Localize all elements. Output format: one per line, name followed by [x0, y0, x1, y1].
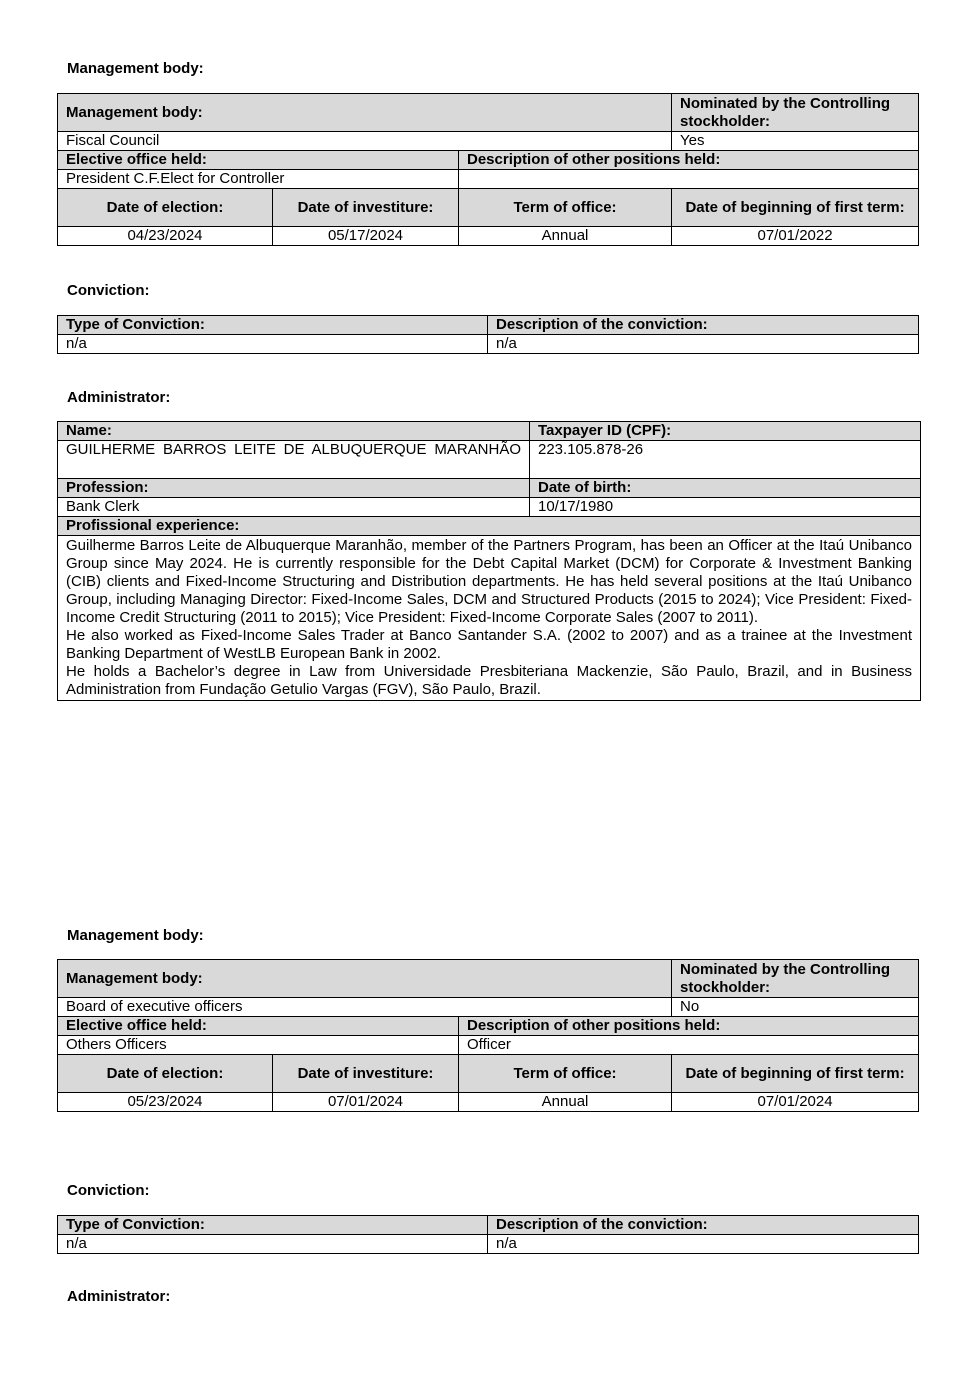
- management-body-value: Fiscal Council: [58, 132, 672, 151]
- conviction-type-value: n/a: [58, 1235, 488, 1254]
- other-positions-value: [459, 170, 919, 189]
- conviction-table: [57, 315, 919, 354]
- first-term-value: 07/01/2022: [672, 227, 919, 246]
- elective-office-label: Elective office held:: [58, 1017, 459, 1036]
- nominated-label: Nominated by the Controlling stockholder:: [672, 960, 919, 998]
- management-body-heading-2: Management body:: [67, 927, 204, 944]
- nominated-value: No: [672, 998, 919, 1017]
- experience-text: [58, 536, 921, 701]
- management-body-label: Management body:: [58, 94, 672, 132]
- cpf-value: 223.105.878-26: [530, 441, 921, 479]
- conviction-desc-label: Description of the conviction:: [488, 316, 919, 335]
- date-investiture-label: Date of investiture:: [273, 1055, 459, 1093]
- management-body-label: Management body:: [58, 960, 672, 998]
- elective-office-label: Elective office held:: [58, 151, 459, 170]
- conviction-desc-value: n/a: [488, 1235, 919, 1254]
- profession-value: Bank Clerk: [58, 498, 530, 517]
- dob-value: 10/17/1980: [530, 498, 921, 517]
- dob-label: Date of birth:: [530, 479, 921, 498]
- first-term-label: Date of beginning of first term:: [672, 189, 919, 227]
- elective-office-value: President C.F.Elect for Controller: [58, 170, 459, 189]
- date-investiture-label: Date of investiture:: [273, 189, 459, 227]
- term-office-value: Annual: [459, 227, 672, 246]
- management-body-heading: Management body:: [67, 60, 204, 77]
- experience-paragraph: Guilherme Barros Leite de Albuquerque Maranhão, member of the Partners Program, has been an Officer at the Itaú Unibanco Group since May 2024. He is currently responsible for the Debt Capital Market (DCM) for Corporate & Investment Banking (CIB) clients and Fixed-Income Structuring and Distribution departments. He has held several positions at the Itaú Unibanco Group, including Managing Director: Fixed-Income Sales, DCM and Structured Products (2015 to 2024); Vice President: Fixed-Income Credit Structuring (2011 to 2015); Vice President: Fixed-Income Corporate Sales (2007 to 2011).: [66, 537, 912, 626]
- conviction-type-label: Type of Conviction:: [58, 1216, 488, 1235]
- conviction-desc-label: Description of the conviction:: [488, 1216, 919, 1235]
- administrator-heading-2: Administrator:: [67, 1288, 171, 1305]
- elective-office-value: Others Officers: [58, 1036, 459, 1055]
- other-positions-value: Officer: [459, 1036, 919, 1055]
- experience-label: Profissional experience:: [58, 517, 921, 536]
- cpf-label: Taxpayer ID (CPF):: [530, 422, 921, 441]
- management-body-value: Board of executive officers: [58, 998, 672, 1017]
- administrator-heading: Administrator:: [67, 389, 171, 406]
- experience-paragraph: He also worked as Fixed-Income Sales Trader at Banco Santander S.A. (2002 to 2007) and as a trainee at the Investment Banking Department of WestLB European Bank in 2002.: [66, 627, 912, 662]
- experience-paragraph: He holds a Bachelor’s degree in Law from Universidade Presbiteriana Mackenzie, São Paulo, Brazil, and in Business Administration from Fundação Getulio Vargas (FGV), São Paulo, Brazil.: [66, 663, 912, 698]
- management-body-table: [57, 93, 919, 246]
- conviction-heading-2: Conviction:: [67, 1182, 150, 1199]
- date-election-label: Date of election:: [58, 1055, 273, 1093]
- first-term-label: Date of beginning of first term:: [672, 1055, 919, 1093]
- nominated-label: Nominated by the Controlling stockholder:: [672, 94, 919, 132]
- conviction-type-label: Type of Conviction:: [58, 316, 488, 335]
- term-office-value: Annual: [459, 1093, 672, 1112]
- date-election-label: Date of election:: [58, 189, 273, 227]
- profession-label: Profession:: [58, 479, 530, 498]
- management-body-table-2: [57, 959, 919, 1112]
- date-investiture-value: 07/01/2024: [273, 1093, 459, 1112]
- conviction-table-2: [57, 1215, 919, 1254]
- name-label: Name:: [58, 422, 530, 441]
- term-office-label: Term of office:: [459, 1055, 672, 1093]
- first-term-value: 07/01/2024: [672, 1093, 919, 1112]
- name-value: GUILHERME BARROS LEITE DE ALBUQUERQUE MARANHÃO: [58, 441, 530, 479]
- administrator-table: [57, 421, 921, 701]
- conviction-heading: Conviction:: [67, 282, 150, 299]
- conviction-desc-value: n/a: [488, 335, 919, 354]
- date-investiture-value: 05/17/2024: [273, 227, 459, 246]
- date-election-value: 05/23/2024: [58, 1093, 273, 1112]
- other-positions-label: Description of other positions held:: [459, 1017, 919, 1036]
- conviction-type-value: n/a: [58, 335, 488, 354]
- date-election-value: 04/23/2024: [58, 227, 273, 246]
- other-positions-label: Description of other positions held:: [459, 151, 919, 170]
- term-office-label: Term of office:: [459, 189, 672, 227]
- nominated-value: Yes: [672, 132, 919, 151]
